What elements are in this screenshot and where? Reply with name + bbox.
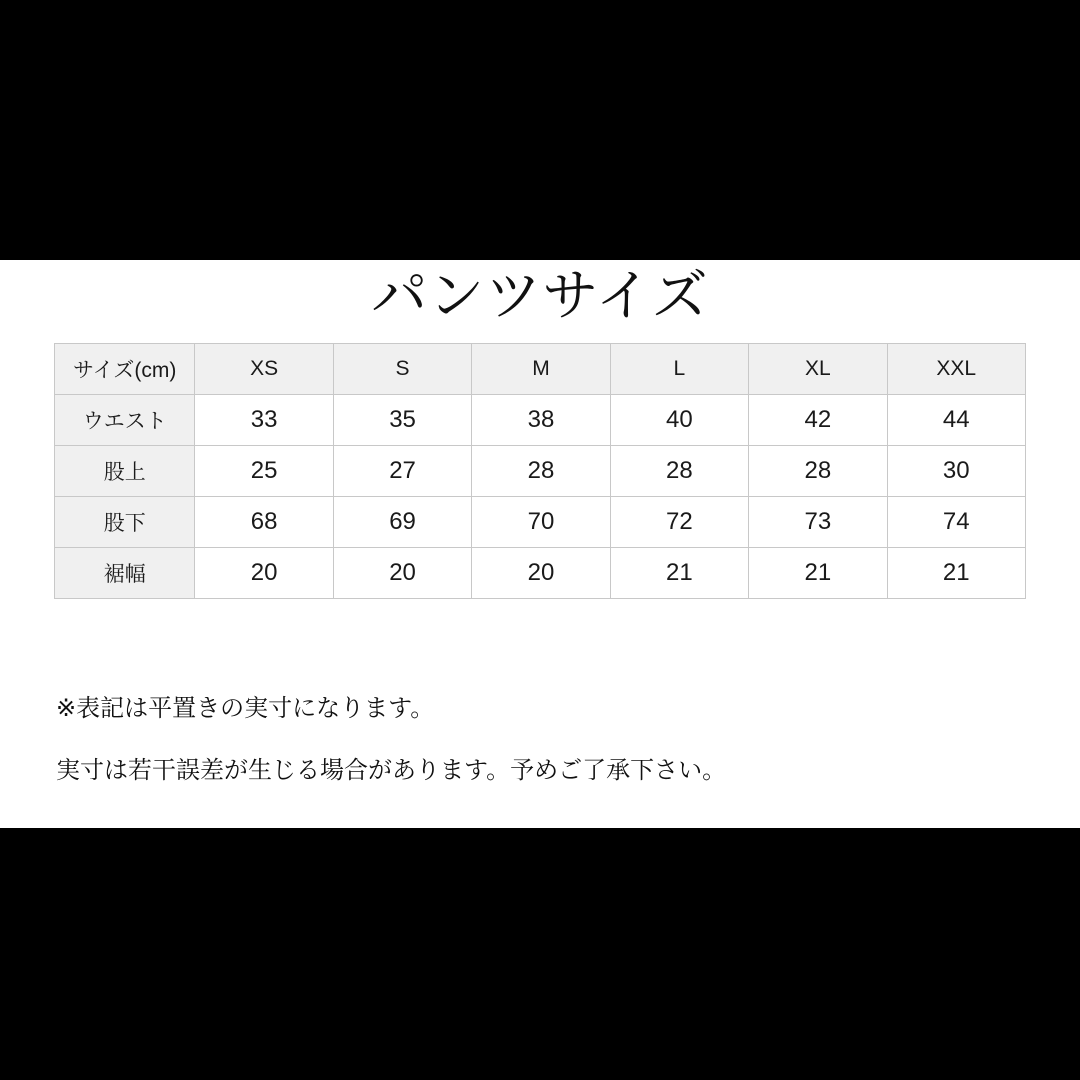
table-header (55, 344, 1026, 395)
cell-inseam-xxl: 74 (887, 497, 1025, 548)
note-flat-measurement: ※表記は平置きの実寸になります。 (56, 695, 435, 722)
cell-waist-s: 35 (333, 395, 471, 446)
size-chart-sheet (0, 260, 1080, 828)
cell-hem-s: 20 (333, 548, 471, 599)
table-row (55, 446, 1026, 497)
column-header-m: M (472, 344, 610, 395)
row-header-inseam: 股下 (55, 497, 195, 548)
table-row (55, 497, 1026, 548)
page-title: パンツサイズ (371, 264, 709, 327)
cell-hem-l: 21 (610, 548, 748, 599)
cell-inseam-xs: 68 (195, 497, 333, 548)
letterbox-top (0, 0, 1080, 260)
cell-waist-m: 38 (472, 395, 610, 446)
column-header-l: L (610, 344, 748, 395)
cell-hem-xxl: 21 (887, 548, 1025, 599)
cell-rise-s: 27 (333, 446, 471, 497)
cell-inseam-xl: 73 (749, 497, 887, 548)
table-row (55, 395, 1026, 446)
size-chart-table (54, 343, 1026, 599)
cell-waist-xl: 42 (749, 395, 887, 446)
note-tolerance: 実寸は若干誤差が生じる場合があります。予めご了承下さい。 (56, 757, 727, 784)
table-row (55, 548, 1026, 599)
cell-waist-l: 40 (610, 395, 748, 446)
table-header-row (55, 344, 1026, 395)
cell-rise-l: 28 (610, 446, 748, 497)
cell-rise-xxl: 30 (887, 446, 1025, 497)
cell-inseam-l: 72 (610, 497, 748, 548)
column-header-xl: XL (749, 344, 887, 395)
table-corner-label: サイズ(cm) (55, 344, 195, 395)
cell-inseam-s: 69 (333, 497, 471, 548)
cell-rise-xs: 25 (195, 446, 333, 497)
column-header-xxl: XXL (887, 344, 1025, 395)
cell-inseam-m: 70 (472, 497, 610, 548)
cell-hem-xs: 20 (195, 548, 333, 599)
cell-hem-m: 20 (472, 548, 610, 599)
letterbox-bottom (0, 828, 1080, 1080)
cell-hem-xl: 21 (749, 548, 887, 599)
row-header-rise: 股上 (55, 446, 195, 497)
cell-rise-m: 28 (472, 446, 610, 497)
cell-waist-xs: 33 (195, 395, 333, 446)
row-header-hem-width: 裾幅 (55, 548, 195, 599)
row-header-waist: ウエスト (55, 395, 195, 446)
cell-waist-xxl: 44 (887, 395, 1025, 446)
column-header-xs: XS (195, 344, 333, 395)
cell-rise-xl: 28 (749, 446, 887, 497)
column-header-s: S (333, 344, 471, 395)
table-body (55, 395, 1026, 599)
